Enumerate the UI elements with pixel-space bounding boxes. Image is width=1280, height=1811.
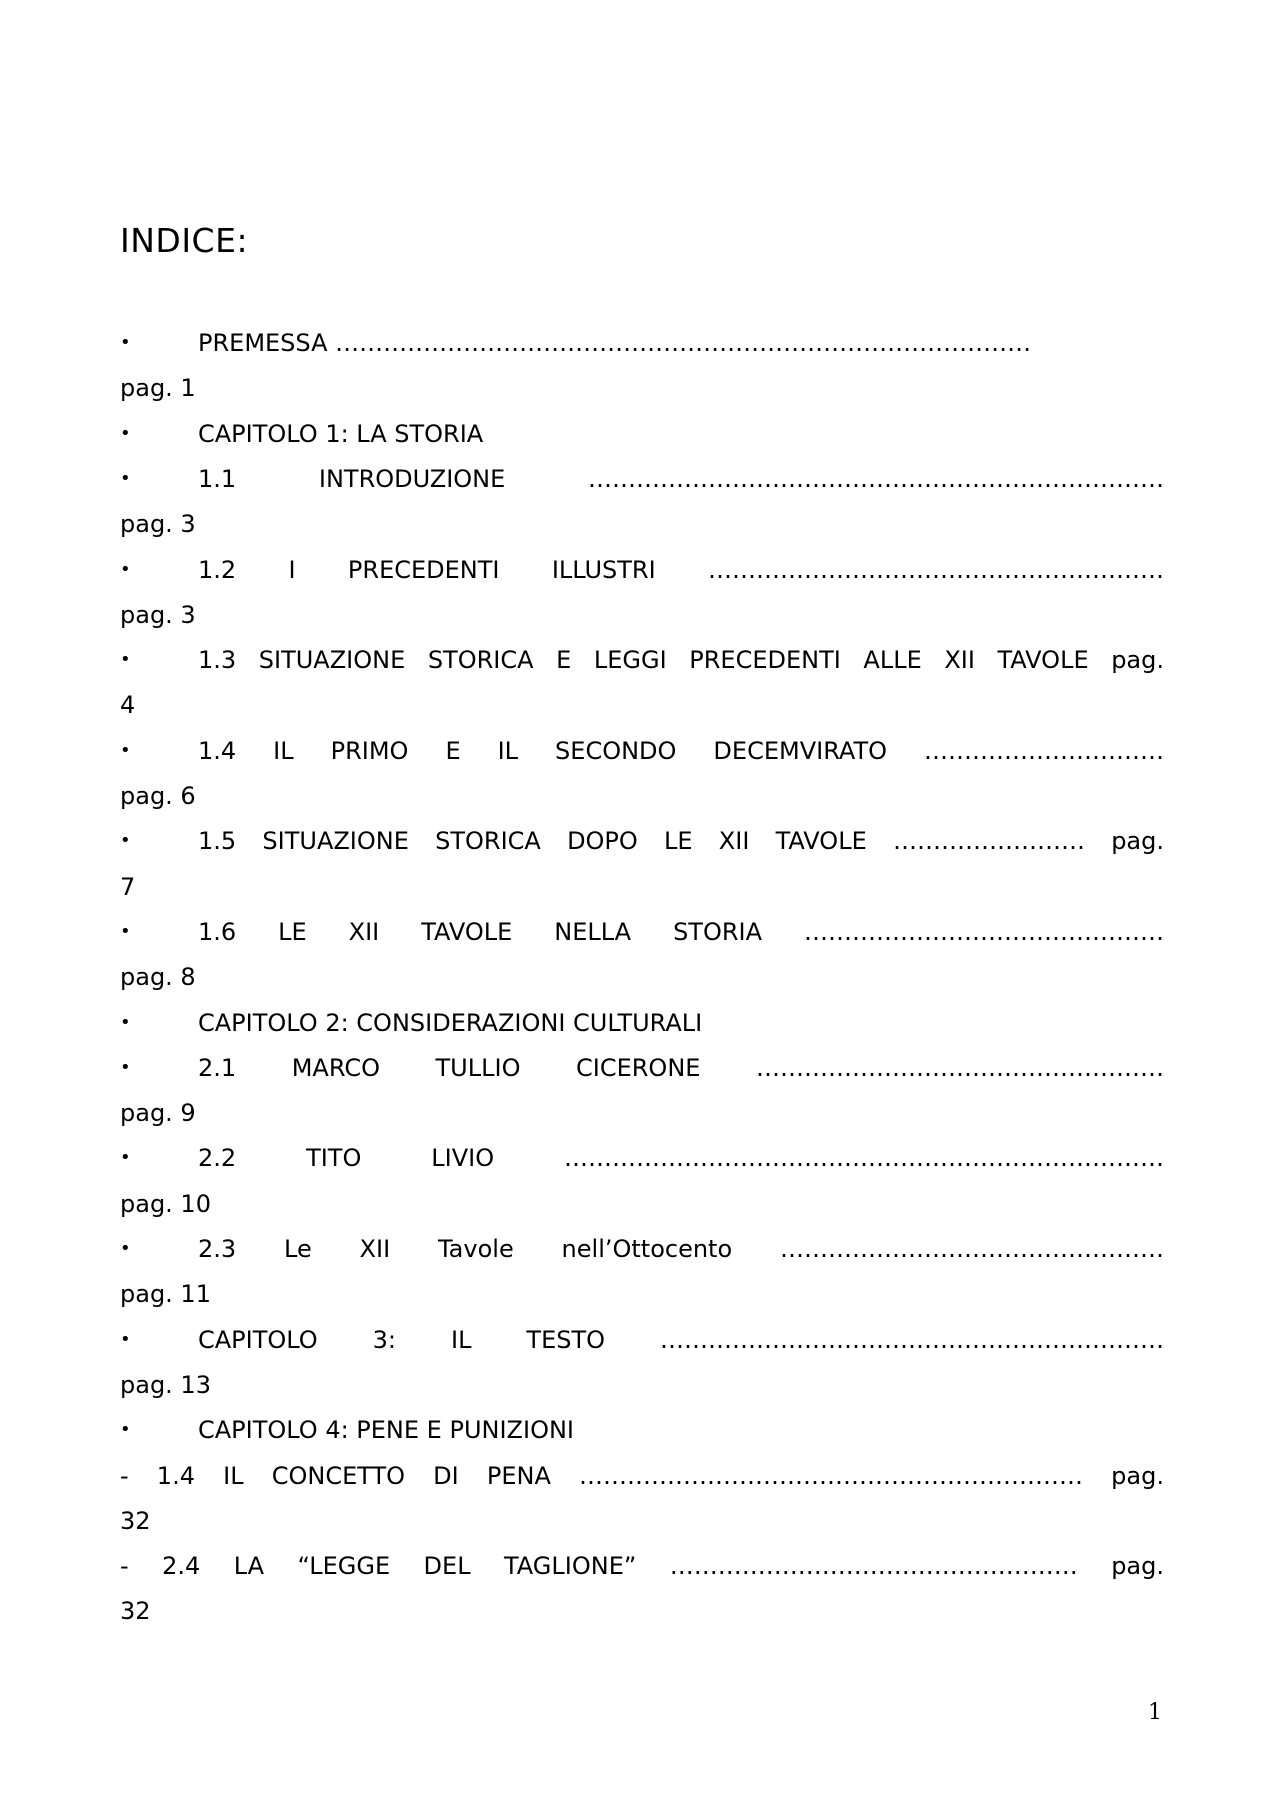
toc-line (120, 682, 1164, 728)
toc-line (120, 1181, 1164, 1227)
bullet-marker: • (120, 1056, 131, 1078)
toc-line (120, 909, 1164, 955)
toc-line (120, 1498, 1164, 1544)
toc-line (120, 864, 1164, 910)
toc-entry-text: CAPITOLO 1: LA STORIA (198, 419, 484, 448)
bullet-marker: • (120, 1419, 131, 1441)
toc-line (120, 320, 1164, 366)
toc-line (120, 1543, 1164, 1589)
toc-line (120, 456, 1164, 502)
toc-page-ref: 7 (120, 872, 136, 901)
bullet-marker: • (120, 649, 131, 671)
toc-line (120, 1407, 1164, 1453)
toc-line (120, 637, 1164, 683)
toc-line (120, 365, 1164, 411)
toc-line (120, 728, 1164, 774)
bullet-marker: • (120, 1011, 131, 1033)
toc-line (120, 592, 1164, 638)
toc-entry-text: CAPITOLO 3: IL TESTO ……………………………………………………… (198, 1325, 1164, 1354)
toc-page-ref: pag. 9 (120, 1099, 196, 1128)
bullet-marker: • (120, 1328, 131, 1350)
toc-entry-text: 1.4 IL PRIMO E IL SECONDO DECEMVIRATO ………………………… (198, 736, 1164, 765)
toc-page-ref: pag. 10 (120, 1189, 211, 1218)
toc-line (120, 1090, 1164, 1136)
toc-entry-text: CAPITOLO 4: PENE E PUNIZIONI (198, 1416, 574, 1445)
bullet-marker: • (120, 467, 131, 489)
toc-entry-text: 2.1 MARCO TULLIO CICERONE …………………………………………… (198, 1053, 1164, 1082)
toc-line (120, 1045, 1164, 1091)
toc-line (120, 1317, 1164, 1363)
toc-subentry-text: - 2.4 LA “LEGGE DEL TAGLIONE” …………………………………………… pag. (120, 1552, 1164, 1581)
toc-line (120, 1226, 1164, 1272)
toc-page-ref: 4 (120, 691, 136, 720)
toc-page-ref: pag. 13 (120, 1370, 211, 1399)
toc-line (120, 1453, 1164, 1499)
toc-line (120, 773, 1164, 819)
toc-line (120, 954, 1164, 1000)
toc-entry-text: 1.1 INTRODUZIONE ……………………………………………………………… (198, 464, 1164, 493)
toc-page-ref: pag. 6 (120, 782, 196, 810)
toc-line (120, 1362, 1164, 1408)
bullet-marker: • (120, 332, 131, 353)
bullet-marker: • (120, 422, 131, 444)
toc-line (120, 1000, 1164, 1046)
toc-page-ref: pag. 1 (120, 374, 196, 403)
toc-entry-text: 1.5 SITUAZIONE STORICA DOPO LE XII TAVOLE …………………… pag. (198, 827, 1164, 856)
toc-entry-text: 1.6 LE XII TAVOLE NELLA STORIA ……………………………………… (198, 917, 1164, 946)
toc-line (120, 501, 1164, 547)
bullet-marker: • (120, 830, 131, 852)
bullet-marker: • (120, 1238, 131, 1259)
index-title: INDICE: (120, 221, 249, 260)
toc-page-ref: pag. 3 (120, 600, 196, 629)
toc-line (120, 818, 1164, 864)
bullet-marker: • (120, 558, 131, 580)
toc-page-ref: pag. 8 (120, 963, 196, 992)
toc-entry-text: 2.2 TITO LIVIO ………………………………………………………………… (198, 1144, 1164, 1173)
toc-entry-text: CAPITOLO 2: CONSIDERAZIONI CULTURALI (198, 1008, 703, 1037)
toc-entry-text: PREMESSA …………………………………………………………………………… (198, 329, 1032, 357)
toc-line (120, 1135, 1164, 1181)
toc-page-ref: pag. 3 (120, 510, 196, 539)
toc-entry-text: 2.3 Le XII Tavole nell’Ottocento ………………………………………… (198, 1235, 1164, 1263)
bullet-marker: • (120, 739, 131, 761)
toc-entry-text: 1.3 SITUAZIONE STORICA E LEGGI PRECEDENTI ALLE XII TAVOLE pag. (198, 646, 1164, 675)
toc-line (120, 547, 1164, 593)
toc-page-ref: 32 (120, 1597, 151, 1626)
toc-entry-text: 1.2 I PRECEDENTI ILLUSTRI ………………………………………………… (198, 555, 1164, 584)
bullet-marker: • (120, 920, 131, 942)
bullet-marker: • (120, 1147, 131, 1169)
page-number: 1 (1148, 1700, 1162, 1725)
toc-line (120, 1588, 1164, 1634)
toc-line (120, 1271, 1164, 1317)
toc-page-ref: 32 (120, 1506, 151, 1535)
toc-page-ref: pag. 11 (120, 1280, 211, 1309)
toc-subentry-text: - 1.4 IL CONCETTO DI PENA ……………………………………………………… pag. (120, 1461, 1164, 1490)
toc-line (120, 411, 1164, 457)
